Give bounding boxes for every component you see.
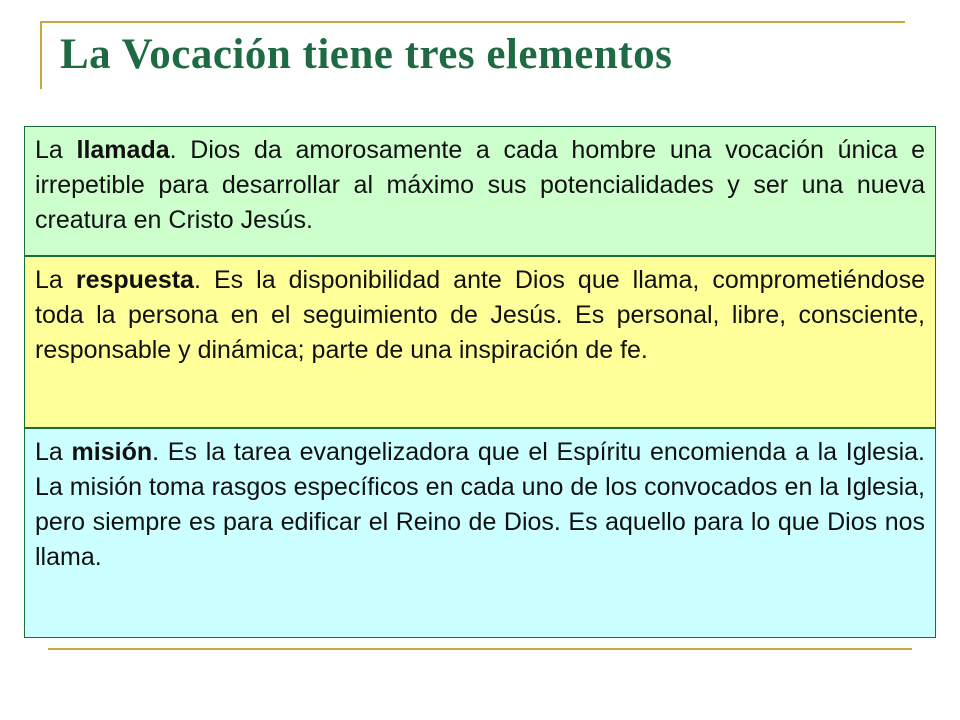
bottom-decorative-rule [48, 648, 912, 650]
llamada-text: . Dios da amorosamente a cada hombre una vocación única e irrepetible para desarrollar al máximo sus potencialidades y ser una nueva creatura en Cristo Jesús. [35, 136, 925, 234]
left-decorative-rule [40, 21, 42, 89]
llamada-prefix: La [35, 136, 77, 164]
llamada-paragraph [35, 133, 925, 238]
llamada-term: llamada [76, 136, 170, 164]
respuesta-text: . Es la disponibilidad ante Dios que llama, comprometiéndose toda la persona en el seguimiento de Jesús. Es personal, libre, consciente, responsable y dinámica; parte de una inspiración de fe. [35, 266, 925, 364]
respuesta-box [24, 256, 936, 428]
mision-prefix: La [35, 438, 72, 466]
respuesta-prefix: La [35, 266, 76, 294]
llamada-box [24, 126, 936, 256]
mision-term: misión [71, 438, 153, 466]
slide-title: La Vocación tiene tres elementos [60, 31, 673, 78]
mision-box [24, 428, 936, 638]
respuesta-term: respuesta [75, 266, 194, 294]
mision-text: . Es la tarea evangelizadora que el Espíritu encomienda a la Iglesia. La misión toma rasgos específicos en cada uno de los convocados en la Iglesia, pero siempre es para edificar el Reino de Dios. Es aquello para lo que Dios nos llama. [35, 438, 925, 571]
mision-paragraph [35, 435, 925, 575]
respuesta-paragraph [35, 263, 925, 368]
top-decorative-rule [42, 21, 905, 23]
